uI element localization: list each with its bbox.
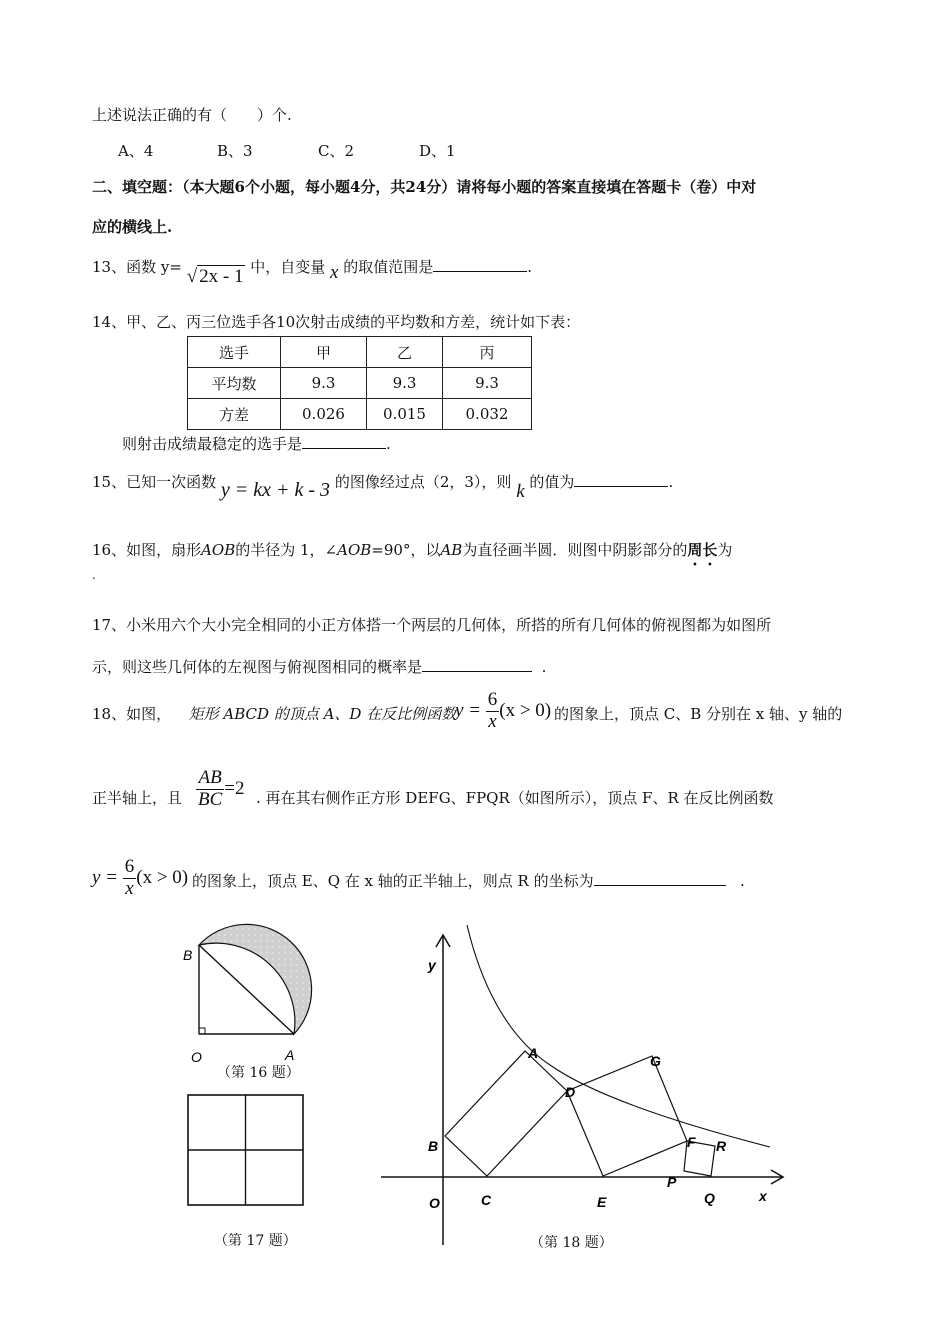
- q18-fraction-2: [123, 857, 137, 900]
- q13-var: x: [330, 262, 339, 283]
- q13-answer-blank: [433, 257, 527, 272]
- label-a: A: [285, 1047, 295, 1063]
- label-b: B: [428, 1138, 439, 1154]
- q12-stem: 上述说法正确的有（ ）个.: [92, 106, 292, 124]
- question-15: [92, 470, 674, 502]
- rectangle-abcd: [445, 1051, 567, 1176]
- q18-line2-prefix: 正半轴上，且: [92, 789, 183, 807]
- q18-answer-blank: [594, 871, 726, 886]
- right-angle-mark: [199, 1028, 205, 1034]
- q18-line1-suffix: 的图象上，顶点 C、B 分别在 x 轴、y 轴的: [554, 705, 843, 723]
- q18-frac-num: 6: [487, 689, 498, 710]
- table-cell: 选手: [188, 337, 281, 368]
- q18-ratio-val: =2: [224, 777, 245, 799]
- table-cell: 丙: [443, 337, 532, 368]
- q18-frac-den: x: [488, 710, 497, 732]
- section-heading-cont: 应的横线上.: [92, 218, 173, 236]
- q18-fraction: [486, 690, 500, 733]
- table-cell: 9.3: [367, 368, 443, 399]
- table-row: [188, 399, 532, 430]
- question-18: [92, 703, 456, 724]
- q16-angle: AOB: [337, 541, 372, 559]
- table-cell: 0.015: [367, 399, 443, 430]
- q15-formula: y = kx + k - 3: [220, 479, 331, 501]
- q15-answer-blank: [574, 472, 668, 487]
- q15-var: k: [516, 481, 525, 502]
- q13-middle: 中，自变量: [250, 258, 326, 276]
- figure-18: [375, 925, 795, 1255]
- q18-ratio-frac: [196, 768, 224, 811]
- label-r: R: [716, 1138, 727, 1154]
- q15-end: .: [668, 473, 674, 491]
- q16-end: .: [92, 568, 96, 582]
- label-f: F: [687, 1134, 696, 1150]
- label-x: x: [759, 1188, 767, 1204]
- q17-answer-blank: [422, 657, 532, 672]
- section-heading: 二、填空题：（本大题6个小题，每小题4分，共24分）请将每小题的答案直接填在答题卡（卷）中对: [92, 178, 757, 196]
- q15-prefix: 15、已知一次函数: [92, 473, 217, 491]
- table-cell: 9.3: [281, 368, 367, 399]
- table-cell: 0.026: [281, 399, 367, 430]
- question-14: 14、甲、乙、丙三位选手各10次射击成绩的平均数和方差，统计如下表：: [92, 313, 581, 331]
- q12-option-c: C、2: [318, 142, 355, 160]
- q16-prefix: 16、如图，扇形: [92, 541, 202, 559]
- q16-aob: AOB: [201, 541, 236, 559]
- q12-option-b: B、3: [217, 142, 253, 160]
- q18-end: .: [739, 872, 745, 890]
- table-cell: 乙: [367, 337, 443, 368]
- figure-17: [186, 1093, 306, 1207]
- q12-option-d: D、1: [419, 142, 456, 160]
- q18-rect-text: 矩形 ABCD 的顶点 A、D 在反比例函数: [188, 705, 457, 723]
- table-row: [188, 337, 532, 368]
- q14-end: .: [386, 435, 391, 453]
- table-row: [188, 368, 532, 399]
- q13-prefix: 13、函数 y=: [92, 258, 182, 276]
- q18-frac-den-2: x: [125, 877, 134, 899]
- label-q: Q: [704, 1190, 715, 1206]
- q16-mid2: =90°，以: [371, 541, 441, 559]
- table-cell: 0.032: [443, 399, 532, 430]
- q14-tail-text: 则射击成绩最稳定的选手是: [122, 435, 303, 453]
- q13-sqrt: √ 2x - 1: [186, 266, 244, 287]
- q18-y-eq: y =: [455, 699, 482, 721]
- q18-function-1: [455, 690, 551, 733]
- question-17: 17、小米用六个大小完全相同的小正方体搭一个两层的几何体，所搭的所有几何体的俯视图都为如图所: [92, 616, 772, 634]
- label-o: O: [429, 1195, 440, 1211]
- question-13: [92, 255, 533, 287]
- q16-mid3: 为直径画半圆．则图中阴影部分的: [462, 541, 688, 559]
- q14-answer-blank: [302, 434, 386, 449]
- q13-suffix: 的取值范围是: [343, 258, 434, 276]
- label-e: E: [597, 1194, 607, 1210]
- q18-ratio-num: AB: [196, 768, 224, 790]
- q18-line3-text: 的图象上，顶点 E、Q 在 x 轴的正半轴上，则点 R 的坐标为: [192, 872, 594, 890]
- figure-16: [175, 915, 335, 1070]
- label-c: C: [481, 1192, 492, 1208]
- q18-line3: [192, 870, 745, 891]
- figure-17-caption: （第 17 题）: [214, 1233, 297, 1249]
- q18-function-2: [92, 857, 188, 900]
- label-b: B: [183, 947, 193, 963]
- q13-end: .: [527, 258, 533, 276]
- q18-line2-suffix: . 再在其右侧作正方形 DEFG、FPQR（如图所示），顶点 F、R 在反比例函数: [256, 789, 774, 807]
- table-cell: 平均数: [188, 368, 281, 399]
- q18-frac-num-2: 6: [124, 856, 135, 877]
- q18-ratio-den: BC: [198, 788, 223, 810]
- label-d: D: [565, 1084, 576, 1100]
- q18-ratio: [196, 768, 245, 811]
- q14-tail: [122, 433, 391, 454]
- label-y: y: [428, 957, 436, 973]
- q16-emphasis: 周长: [687, 541, 718, 559]
- q16-suffix: 为: [717, 541, 733, 559]
- label-p: P: [667, 1174, 677, 1190]
- q18-domain-2: (x > 0): [136, 866, 189, 888]
- q17-line2: 示，则这些几何体的左视图与俯视图相同的概率是: [92, 658, 423, 676]
- label-o: O: [191, 1049, 202, 1065]
- figure-16-caption: （第 16 题）: [217, 1065, 300, 1081]
- table-cell: 9.3: [443, 368, 532, 399]
- stats-table: [187, 336, 532, 430]
- figure-18-caption: （第 18 题）: [530, 1235, 613, 1251]
- q13-radicand: 2x - 1: [199, 266, 244, 287]
- table-cell: 方差: [188, 399, 281, 430]
- q18-domain: (x > 0): [499, 699, 552, 721]
- q16-mid1: 的半径为 1，∠: [235, 541, 338, 559]
- label-g: G: [650, 1053, 661, 1069]
- square-defg: [567, 1056, 687, 1176]
- table-cell: 甲: [281, 337, 367, 368]
- q15-suffix: 的值为: [529, 473, 575, 491]
- question-17-cont: [92, 656, 546, 677]
- q18-y-eq-2: y =: [92, 866, 119, 888]
- question-16: [92, 539, 732, 569]
- q12-option-a: A、4: [118, 142, 154, 160]
- q15-middle: 的图像经过点（2，3），则: [334, 473, 512, 491]
- shaded-region: [199, 924, 312, 1034]
- q18-prefix: 18、如图，: [92, 705, 172, 723]
- hyperbola-curve: [467, 925, 770, 1147]
- q17-end: .: [541, 658, 547, 676]
- q16-ab: AB: [440, 541, 463, 559]
- label-a: A: [528, 1045, 539, 1061]
